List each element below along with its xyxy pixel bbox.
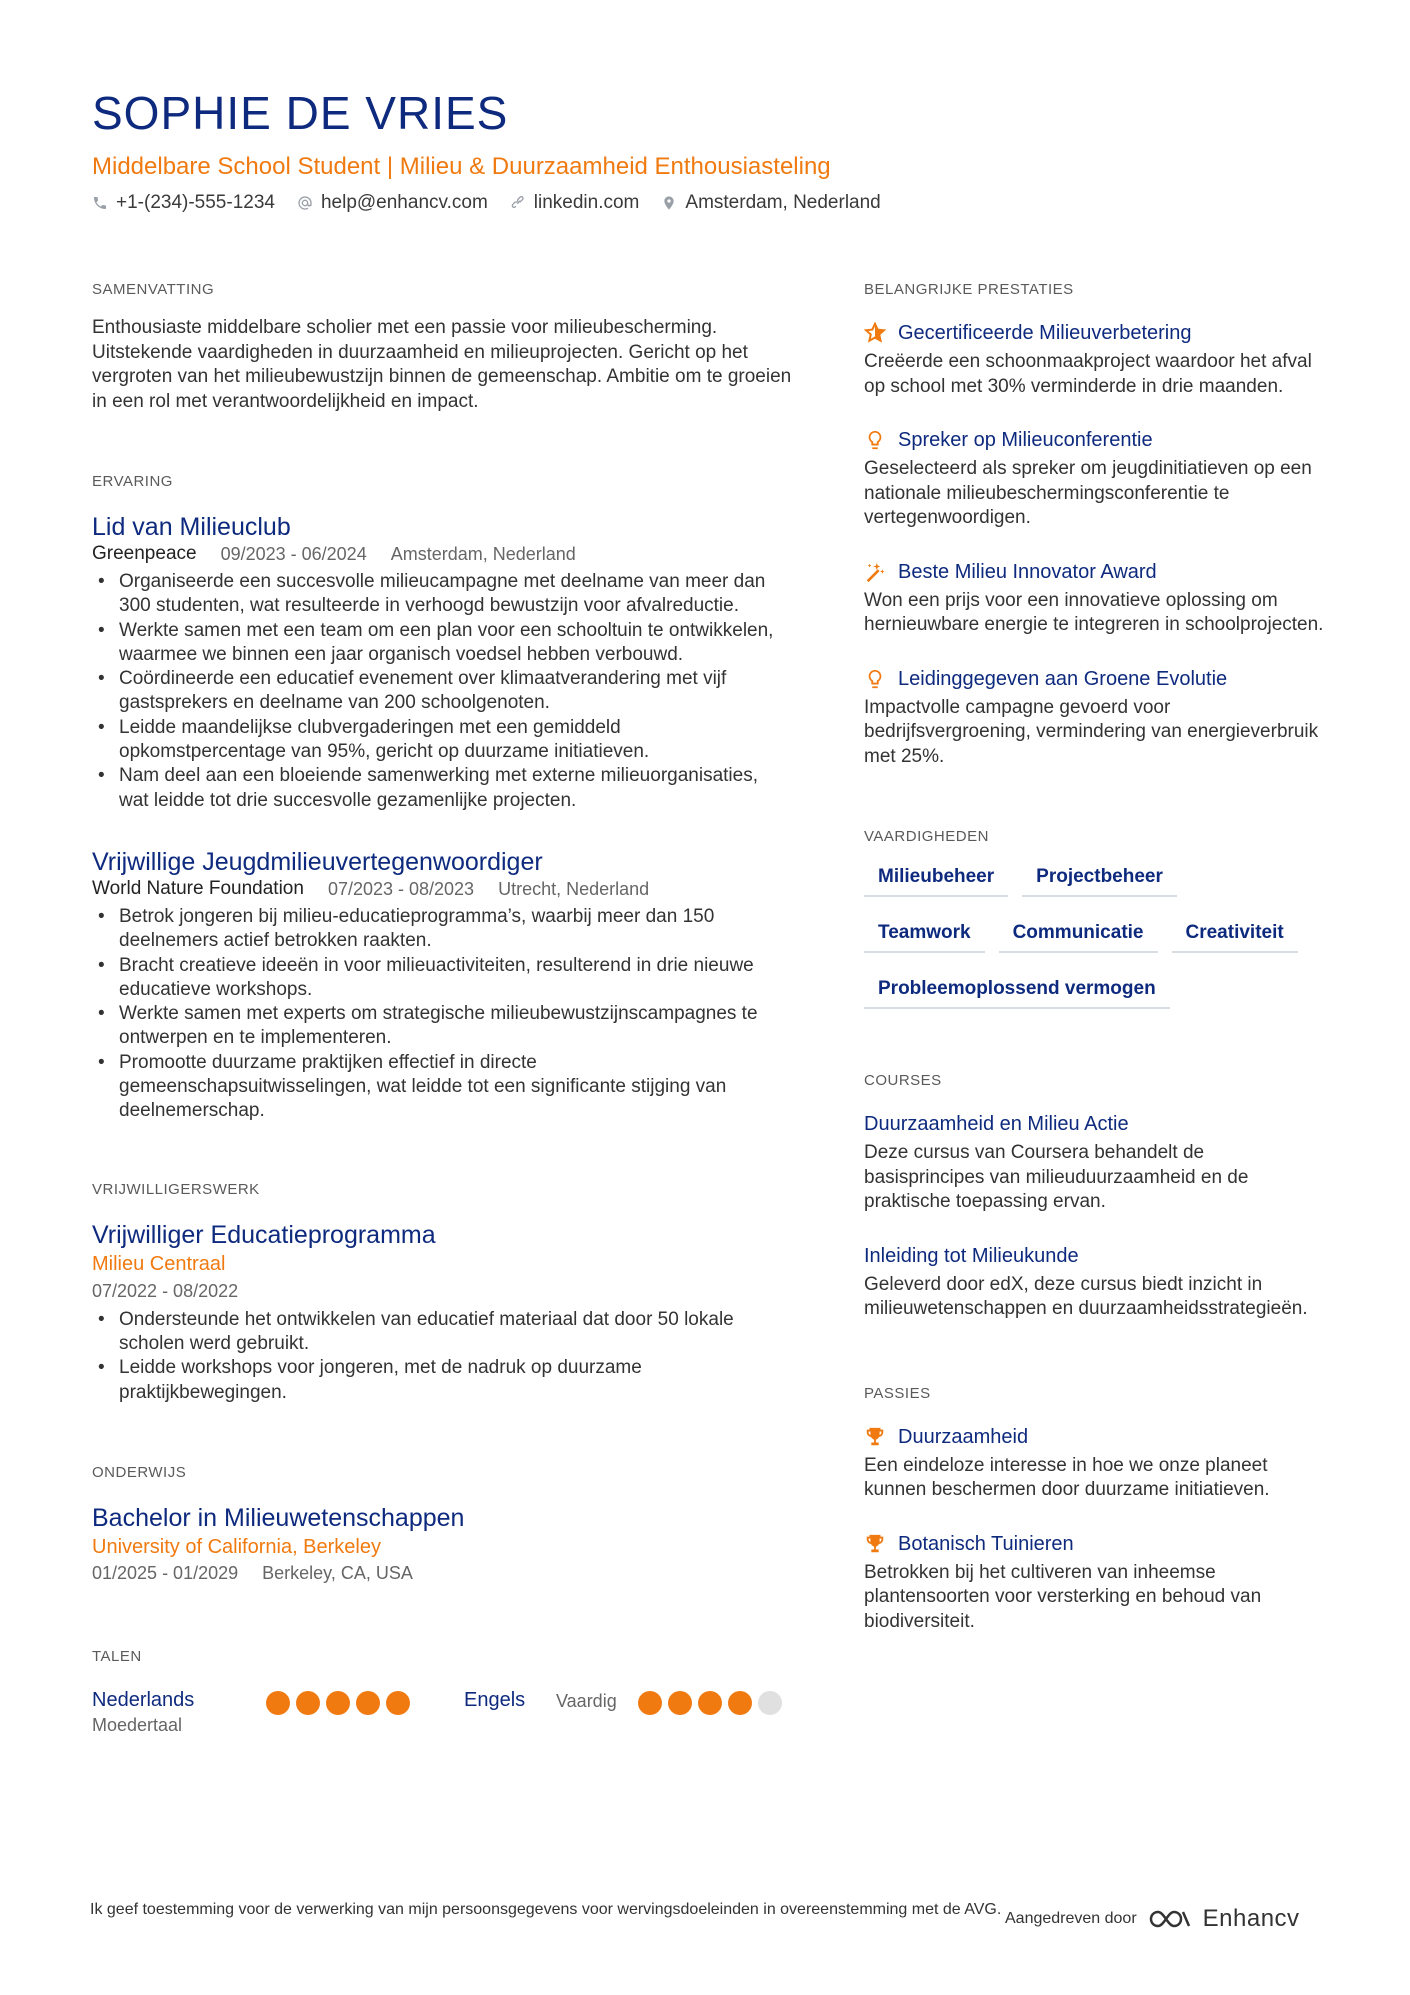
skills-section <box>864 827 1324 1009</box>
volunteer-title: VRIJWILLIGERSWERK <box>92 1180 260 1198</box>
job-location: Utrecht, Nederland <box>498 878 650 899</box>
contact-location <box>661 192 880 214</box>
language-rating <box>266 1691 410 1715</box>
summary-text: Enthousiaste middelbare scholier met een passie voor milieubescherming. Uitstekende vaardigheden in duurzaamheid en milieuprojecten. Gericht op het vergroten van het milieubewustzijn binnen de gemeenschap. Ambitie om te groeien in een rol met verantwoordelijkheid en impact. <box>92 317 792 412</box>
location-text: Amsterdam, Nederland <box>685 192 881 213</box>
trophy-icon <box>864 1426 886 1448</box>
job-company: Greenpeace <box>92 543 197 564</box>
bullet-item: • Werkte samen met experts om strategische milieubewustzijnscampagnes te ontwerpen en te implementeren. <box>92 1002 792 1051</box>
passion-title: Botanisch Tuinieren <box>898 1532 1074 1555</box>
rating-dot <box>668 1691 692 1715</box>
skill-row <box>864 865 1334 897</box>
rating-dot <box>758 1691 782 1715</box>
achievement-title: Gecertificeerde Milieuverbetering <box>898 322 1192 344</box>
achievements-title: BELANGRIJKE PRESTATIES <box>864 281 1074 298</box>
experience-title: ERVARING <box>92 473 173 490</box>
left-column <box>92 280 792 1737</box>
enhancv-logo-icon <box>1147 1907 1193 1931</box>
job-meta <box>92 877 792 901</box>
experience-section <box>92 472 792 1124</box>
education-location: Berkeley, CA, USA <box>262 1562 413 1583</box>
location-pin-icon <box>661 195 677 211</box>
school-name: University of California, Berkeley <box>92 1535 381 1558</box>
phone-icon <box>92 195 108 211</box>
skill-tag: Probleemoplossend vermogen <box>864 977 1170 1009</box>
rating-dot <box>326 1691 350 1715</box>
bullet-item: • Leidde maandelijkse clubvergaderingen met een gemiddeld opkomstpercentage van 95%, gericht op duurzame initiatieven. <box>92 716 792 765</box>
achievement-header <box>864 320 1324 346</box>
courses-title: COURSES <box>864 1072 942 1089</box>
education-dates: 01/2025 - 01/2029 <box>92 1562 239 1583</box>
trophy-icon <box>864 1533 886 1555</box>
passion-header <box>864 1424 1324 1450</box>
bullet-item: • Werkte samen met een team om een plan voor een schooltuin te ontwikkelen, waarmee we binnen een jaar organisch voedsel hebben verbouwd. <box>92 619 792 668</box>
job-title: Vrijwillige Jeugdmilieuvertegenwoordiger <box>92 847 543 876</box>
rating-dot <box>386 1691 410 1715</box>
education-meta <box>92 1561 792 1585</box>
skill-tag: Creativiteit <box>1172 921 1298 953</box>
achievement-header <box>864 559 1324 585</box>
passion-text: Een eindeloze interesse in hoe we onze planeet kunnen beschermen door duurzame initiatieven. <box>864 1454 1270 1500</box>
achievement-item <box>864 427 1324 531</box>
bullet-item: • Ondersteunde het ontwikkelen van educatief materiaal dat door 50 lokale scholen werd gebruikt. <box>92 1308 792 1357</box>
skill-tag: Teamwork <box>864 921 985 953</box>
volunteer-role: Vrijwilliger Educatieprogramma <box>92 1220 436 1249</box>
achievement-text: Geselecteerd als spreker om jeugdinitiatieven op een nationale milieubeschermingsconferentie te vertegenwoordigen. <box>864 458 1312 528</box>
consent-text: Ik geef toestemming voor de verwerking van mijn persoonsgegevens voor wervingsdoeleinden in overeenstemming met de AVG. <box>90 1901 1002 1918</box>
passions-section <box>864 1384 1324 1635</box>
volunteer-section <box>92 1180 792 1405</box>
summary-title: SAMENVATTING <box>92 281 215 298</box>
linkedin-text[interactable]: linkedin.com <box>533 192 640 213</box>
star-icon <box>864 322 886 344</box>
resume-header <box>92 86 1332 214</box>
brand-name: Enhancv <box>1202 1905 1300 1932</box>
education-title: ONDERWIJS <box>92 1463 187 1481</box>
achievement-item <box>864 559 1324 638</box>
skill-tag: Communicatie <box>999 921 1158 953</box>
skill-tag: Milieubeheer <box>864 865 1008 897</box>
job-location: Amsterdam, Nederland <box>390 544 576 564</box>
language-level: Moedertaal <box>92 1714 183 1735</box>
bullet-item: • Bracht creatieve ideeën in voor milieuactiviteiten, resulterend in drie nieuwe educatieve workshops. <box>92 954 792 1003</box>
job-entry <box>92 847 792 1124</box>
powered-by-label: Aangedreven door <box>1005 1910 1137 1927</box>
bullet-item: • Leidde workshops voor jongeren, met de nadruk op duurzame praktijkbewegingen. <box>92 1356 792 1405</box>
email-text[interactable]: help@enhancv.com <box>320 192 488 213</box>
achievement-item <box>864 666 1324 770</box>
bullet-item: • Promootte duurzame praktijken effectief in directe gemeenschapsuitwisselingen, wat leidde tot een significante stijging van deelnemerschap. <box>92 1051 792 1124</box>
passion-header <box>864 1531 1324 1557</box>
right-column <box>864 280 1324 1634</box>
course-text: Geleverd door edX, deze cursus biedt inzicht in milieuwetenschappen en duurzaamheidsstrategieën. <box>864 1273 1308 1319</box>
achievement-header <box>864 427 1324 453</box>
volunteer-bullets <box>92 1308 792 1405</box>
link-icon <box>510 195 526 211</box>
language-item <box>92 1687 464 1737</box>
skill-tag: Projectbeheer <box>1022 865 1177 897</box>
job-bullets <box>92 570 792 813</box>
lightbulb-icon <box>864 429 886 451</box>
job-bullets <box>92 905 792 1124</box>
achievement-title: Leidinggegeven aan Groene Evolutie <box>898 667 1228 690</box>
language-level: Vaardig <box>556 1690 617 1711</box>
volunteer-org: Milieu Centraal <box>92 1252 226 1275</box>
skills-list <box>864 865 1334 1009</box>
achievement-header <box>864 666 1324 692</box>
course-title: Duurzaamheid en Milieu Actie <box>864 1113 1129 1135</box>
passion-item <box>864 1424 1324 1503</box>
job-dates: 07/2023 - 08/2023 <box>327 878 475 899</box>
candidate-headline: Middelbare School Student | Milieu & Duurzaamheid Enthousiasteling <box>92 153 831 180</box>
achievement-title: Beste Milieu Innovator Award <box>898 560 1157 583</box>
passions-title: PASSIES <box>864 1384 931 1402</box>
job-meta <box>92 542 792 566</box>
course-item <box>864 1243 1324 1322</box>
candidate-name: SOPHIE DE VRIES <box>92 87 509 139</box>
courses-section <box>864 1071 1324 1322</box>
at-icon <box>297 195 313 211</box>
achievement-title: Spreker op Milieuconferentie <box>898 429 1153 451</box>
passion-item <box>864 1531 1324 1635</box>
rating-dot <box>728 1691 752 1715</box>
language-rating <box>638 1691 782 1715</box>
achievements-section <box>864 280 1324 769</box>
lightbulb-icon <box>864 668 886 690</box>
wand-icon <box>864 561 886 583</box>
contact-linkedin <box>510 192 640 214</box>
job-title: Lid van Milieuclub <box>92 513 291 541</box>
languages-title: TALEN <box>92 1647 142 1665</box>
languages-section <box>92 1647 792 1737</box>
job-dates: 09/2023 - 06/2024 <box>220 544 367 564</box>
rating-dot <box>266 1691 290 1715</box>
skill-row <box>864 921 1334 953</box>
course-title: Inleiding tot Milieukunde <box>864 1244 1079 1267</box>
powered-by[interactable] <box>1005 1905 1300 1933</box>
job-entry <box>92 512 792 813</box>
contact-email <box>297 192 488 214</box>
contact-phone <box>92 192 275 214</box>
bullet-item: • Organiseerde een succesvolle milieucampagne met deelname van meer dan 300 studenten, wat resulteerde in verhoogd bewustzijn voor afvalreductie. <box>92 570 792 619</box>
rating-dot <box>356 1691 380 1715</box>
achievement-text: Impactvolle campagne gevoerd voor bedrijfsvergroening, vermindering van energieverbruik met 25%. <box>864 696 1319 767</box>
passion-title: Duurzaamheid <box>898 1425 1029 1448</box>
rating-dot <box>698 1691 722 1715</box>
phone-text[interactable]: +1-(234)-555-1234 <box>116 192 275 213</box>
bullet-item: • Nam deel aan een bloeiende samenwerking met externe milieuorganisaties, wat leidde tot drie succesvolle gezamenlijke projecten. <box>92 764 792 813</box>
job-company: World Nature Foundation <box>92 877 304 899</box>
course-item <box>864 1111 1324 1215</box>
education-section <box>92 1463 792 1585</box>
rating-dot <box>296 1691 320 1715</box>
achievement-text: Won een prijs voor een innovatieve oplossing om hernieuwbare energie te integreren in schoolprojecten. <box>864 589 1324 635</box>
skills-title: VAARDIGHEDEN <box>864 828 989 845</box>
passion-text: Betrokken bij het cultiveren van inheemse plantensoorten voor versterking en behoud van biodiversiteit. <box>864 1561 1262 1632</box>
skill-row <box>864 977 1334 1009</box>
bullet-item: • Betrok jongeren bij milieu-educatieprogramma’s, waarbij meer dan 150 deelnemers actief betrokken raakten. <box>92 905 792 954</box>
language-item <box>464 1687 782 1737</box>
contact-bar <box>92 192 1332 214</box>
language-name: Nederlands <box>92 1688 195 1711</box>
course-text: Deze cursus van Coursera behandelt de basisprincipes van milieuduurzaamheid en de praktische toepassing ervan. <box>864 1142 1249 1212</box>
languages-list <box>92 1687 792 1737</box>
language-name: Engels <box>464 1688 526 1711</box>
summary-section <box>92 280 792 414</box>
volunteer-dates: 07/2022 - 08/2022 <box>92 1280 239 1301</box>
achievement-text: Creëerde een schoonmaakproject waardoor het afval op school met 30% verminderde in drie maanden. <box>864 351 1312 397</box>
rating-dot <box>638 1691 662 1715</box>
achievement-item <box>864 320 1324 399</box>
bullet-item: • Coördineerde een educatief evenement over klimaatverandering met vijf gastsprekers en deelname van 200 schoolgenoten. <box>92 667 792 716</box>
degree-title: Bachelor in Milieuwetenschappen <box>92 1503 465 1532</box>
